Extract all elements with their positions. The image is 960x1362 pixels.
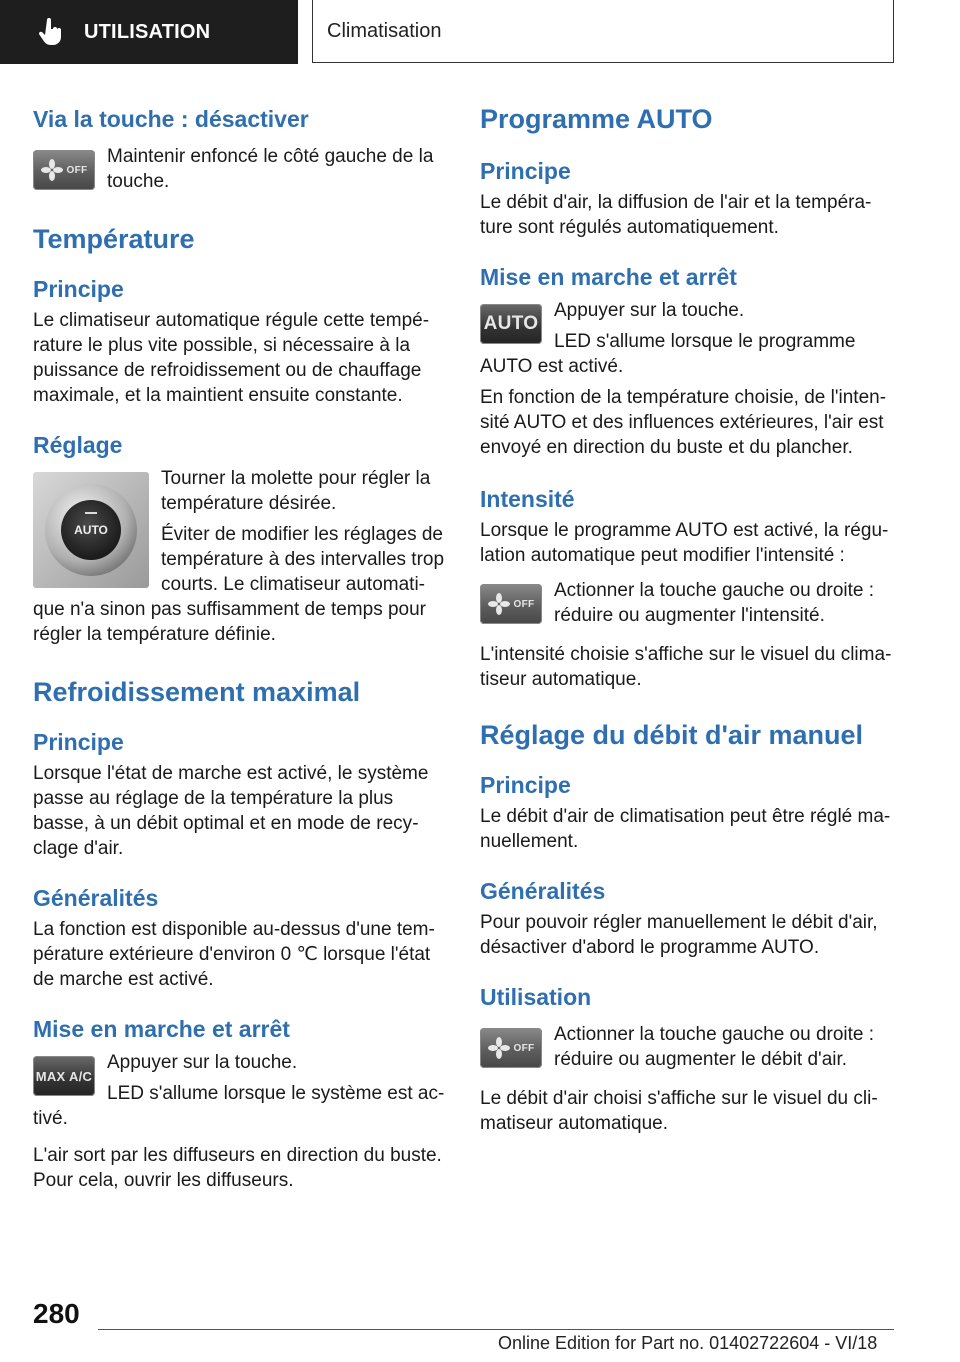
fan-button-image — [480, 1028, 542, 1068]
intensite-btn-text: Actionner la touche gauche ou droite : réduire ou augmenter l'intensité. — [554, 580, 875, 626]
utilisation-button-block — [480, 1022, 894, 1072]
reglage-block — [33, 466, 447, 647]
intensite-text: Lorsque le programme AUTO est activé, la régulation automatique peut modifier l'intensité : — [480, 520, 889, 566]
manuel-generalites-title: Généralités — [480, 878, 606, 904]
temperature-knob-image — [33, 472, 149, 588]
temp-principe-title: Principe — [33, 276, 124, 302]
manuel-principe-text: Le débit d'air de climatisation peut être réglé manuellement. — [480, 806, 891, 852]
generalites-title: Généralités — [33, 885, 159, 911]
maxac-block — [33, 1050, 447, 1131]
fan-icon — [488, 593, 510, 615]
manuel-generalites-text: Pour pouvoir régler manuellement le débit d'air, désactiver d'abord le programme AUTO. — [480, 912, 878, 958]
edition-text: Online Edition for Part no. 01402722604 - VI/18 — [498, 1333, 878, 1353]
max-ac-label: MAX A/C — [35, 1068, 93, 1084]
reglage-text-2: Éviter de modifier les réglages de température à des intervalles trop courts. Le climatiseur automatique n'a sinon pas suffisamment de temps pour régler la température définie. — [33, 524, 445, 645]
auto-mise-text-2: LED s'allume lorsque le programme AUTO est activé. — [480, 331, 856, 377]
auto-button-block — [480, 298, 894, 379]
auto-principe-text: Le débit d'air, la diffusion de l'air et la température sont régulés automatiquement. — [480, 192, 872, 238]
intensite-title: Intensité — [480, 486, 575, 512]
fan-icon — [41, 159, 63, 181]
knob-auto-label: AUTO — [61, 500, 121, 560]
intensite-button-block — [480, 578, 894, 628]
hand-pointer-icon — [38, 17, 68, 47]
mise-text-1: Appuyer sur la touche. — [107, 1052, 298, 1073]
fan-button-image — [480, 584, 542, 624]
fan-off-label: OFF — [513, 598, 535, 610]
mise-en-marche-title: Mise en marche et arrêt — [33, 1016, 290, 1042]
intensite-text-2: L'intensité choisie s'affiche sur le visuel du climatiseur automatique. — [480, 644, 892, 690]
reglage-title: Réglage — [33, 432, 123, 458]
mise-text-2: LED s'allume lorsque le système est activé. — [33, 1083, 445, 1129]
right-column — [480, 96, 894, 1136]
header-section-tab — [0, 0, 298, 64]
utilisation-title: Utilisation — [480, 984, 592, 1010]
via-title: Via la touche : désactiver — [33, 106, 309, 132]
auto-principe-title: Principe — [480, 158, 571, 184]
reglage-debit-title: Réglage du débit d'air manuel — [480, 720, 863, 750]
utilisation-text-2: Le débit d'air choisi s'affiche sur le visuel du climatiseur automatique. — [480, 1088, 878, 1134]
refroid-principe-title: Principe — [33, 729, 124, 755]
utilisation-btn-text: Actionner la touche gauche ou droite : réduire ou augmenter le débit d'air. — [554, 1024, 875, 1070]
auto-button-label: AUTO — [483, 313, 539, 334]
refroid-principe-text: Lorsque l'état de marche est activé, le système passe au réglage de la température la plus basse, à un débit optimal et en mode de recyclage d'air. — [33, 763, 429, 859]
fan-off-label: OFF — [513, 1042, 535, 1054]
reglage-text-1: Tourner la molette pour régler la température désirée. — [161, 468, 431, 514]
fan-off-label: OFF — [66, 164, 88, 176]
manuel-principe-title: Principe — [480, 772, 571, 798]
programme-auto-title: Programme AUTO — [480, 104, 713, 134]
header-chapter-tab — [312, 0, 894, 63]
via-block — [33, 144, 447, 194]
auto-mise-title: Mise en marche et arrêt — [480, 264, 737, 290]
generalites-text: La fonction est disponible au-dessus d'une température extérieure d'environ 0 ℃ lorsque l'état de marche est activé. — [33, 919, 435, 990]
page-number: 280 — [33, 1298, 80, 1329]
mise-text-3: L'air sort par les diffuseurs en direction du buste. Pour cela, ouvrir les diffuseurs. — [33, 1145, 442, 1191]
fan-off-button-image — [33, 150, 95, 190]
auto-button-image — [480, 304, 542, 344]
fan-icon — [488, 1037, 510, 1059]
max-ac-button-image — [33, 1056, 95, 1096]
temperature-title: Température — [33, 224, 195, 254]
footer-divider — [98, 1329, 894, 1330]
left-column — [33, 96, 447, 1193]
refroidissement-title: Refroidissement maximal — [33, 677, 361, 707]
auto-mise-text-3: En fonction de la température choisie, de l'intensité AUTO et des influences extérieures, l'air est envoyé en direction du buste et du plancher. — [480, 387, 887, 458]
temp-principe-text: Le climatiseur automatique régule cette température le plus vite possible, si nécessaire à la puissance de refroidissement ou de chauffage maximale, et la maintient ensuite constante. — [33, 310, 430, 406]
chapter-title: Climatisation — [327, 19, 442, 42]
auto-mise-text-1: Appuyer sur la touche. — [554, 300, 745, 321]
section-title: UTILISATION — [84, 20, 211, 43]
via-text: Maintenir enfoncé le côté gauche de la touche. — [107, 146, 434, 192]
